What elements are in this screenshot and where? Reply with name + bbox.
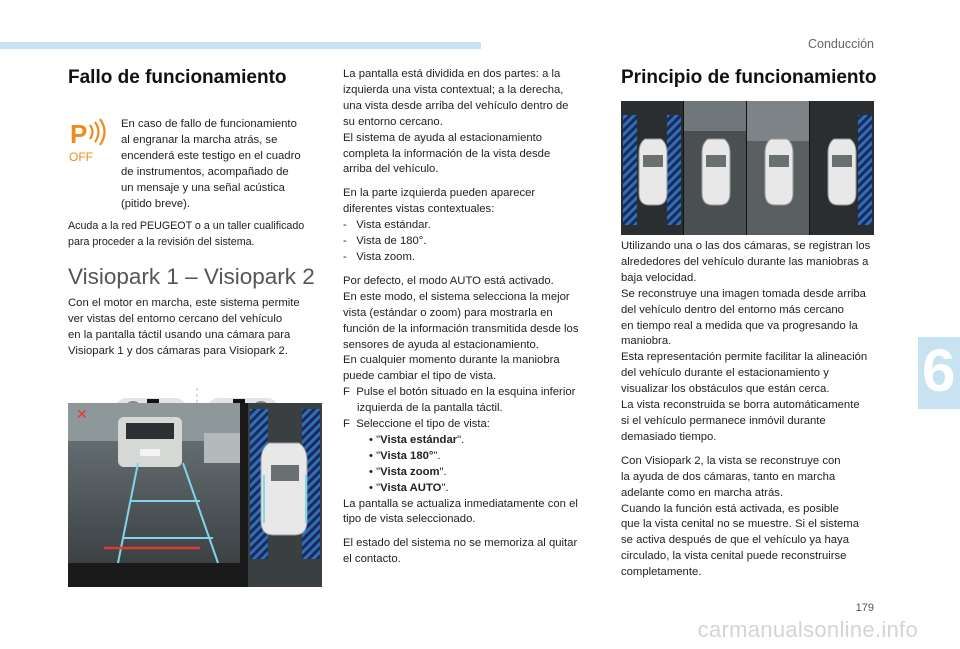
view-list-item: - Vista estándar. (343, 219, 431, 232)
chapter-tab (918, 337, 960, 409)
visiopark-intro: Con el motor en marcha, este sistema permite ver vistas del entorno cercano del vehículo en la pantalla táctil usando una cámara para Visiopark 1 y dos cámaras para Visiopark 2. (68, 297, 300, 357)
off-label: OFF (69, 150, 93, 163)
svg-text:P: P (70, 119, 88, 149)
fallo-title: Fallo de funcionamiento (68, 67, 287, 88)
chapter-number: 6 (922, 337, 956, 404)
top-accent-bar (0, 42, 481, 49)
step-item: F Seleccione el tipo de vista: (343, 418, 490, 431)
fallo-advice: Acuda a la red PEUGEOT o a un taller cualificado para proceder a la revisión del sistema. (68, 220, 305, 248)
view-option: • "Vista estándar". (369, 433, 465, 446)
watermark: carmanualsonline.info (697, 617, 918, 642)
view-list-item: - Vista de 180°. (343, 235, 427, 248)
view-option: • "Vista AUTO". (369, 481, 449, 494)
svg-text:✕: ✕ (76, 406, 88, 422)
view-list-item: - Vista zoom. (343, 250, 415, 263)
parking-fault-warning-icon (68, 117, 112, 163)
reverse-camera-image (68, 403, 322, 587)
page-number: 179 (855, 602, 874, 614)
view-option: • "Vista zoom". (369, 465, 447, 478)
view-option: • "Vista 180°". (369, 449, 441, 462)
step-item: F Pulse el botón situado en la esquina inferior izquierda de la pantalla táctil. (343, 386, 576, 415)
visiopark-title: Visiopark 1 – Visiopark 2 (68, 264, 315, 289)
fallo-warning-text: En caso de fallo de funcionamiento al engranar la marcha atrás, se encenderá este testigo en el cuadro de instrumentos, acompañado de un mensaje y una señal acústica (pitido breve). (121, 118, 301, 210)
principio-title: Principio de funcionamiento (621, 67, 877, 88)
middle-column-text: La pantalla está dividida en dos partes: a la izquierda una vista contextual; a la derecha, una vista desde arriba del vehículo dentro de su entorno cercano. El sistema de ayuda al estacionamiento completa la información de la vista desde arriba del vehículo. En la parte izquierda pueden aparecer diferentes vistas contextuales: - Vista estándar. - Vista de 180°. - Vista zoom. Por defecto, el modo AUTO está activado. En este modo, el sistema selecciona la mejor vista (estándar o zoom) para mostrarla en función de la información transmitida desde los sensores de ayuda al estacionamiento. En cualquier momento durante la maniobra puede cambiar el tipo de vista. F Pulse el botón situado en la esquina inferior izquierda de la pantalla táctil. F Seleccione el tipo de vista: • "Vista estándar". • "Vista 180°". • "Vista zoom". • "Vista AUTO". La pantalla se actualiza inmediatamente con el tipo de vista seleccionado. El estado del sistema no se memoriza al quitar el contacto. (343, 67, 605, 568)
section-title: Conducción (807, 37, 874, 51)
top-view-sequence-image (621, 101, 874, 235)
principio-text: Utilizando una o las dos cámaras, se registran los alrededores del vehículo durante las maniobras a baja velocidad. Se reconstruye una imagen tomada desde arriba del vehículo dentro del entorno más cercano en tiempo real a medida que va progresando la maniobra. Esta representación permite facilitar la alineación del vehículo durante el estacionamiento y visualizar los obstáculos que están cerca. La vista reconstruida se borra automáticamente si el vehículo permanece inmóvil durante demasiado tiempo. Con Visiopark 2, la vista se reconstruye con la ayuda de dos cámaras, tanto en marcha adelante como en marcha atrás. Cuando la función está activada, es posible que la vista cenital no se muestre. Si el sistema se activa después de que el vehículo ya haya circulado, la vista cenital puede reconstruirse completamente. (621, 240, 871, 579)
